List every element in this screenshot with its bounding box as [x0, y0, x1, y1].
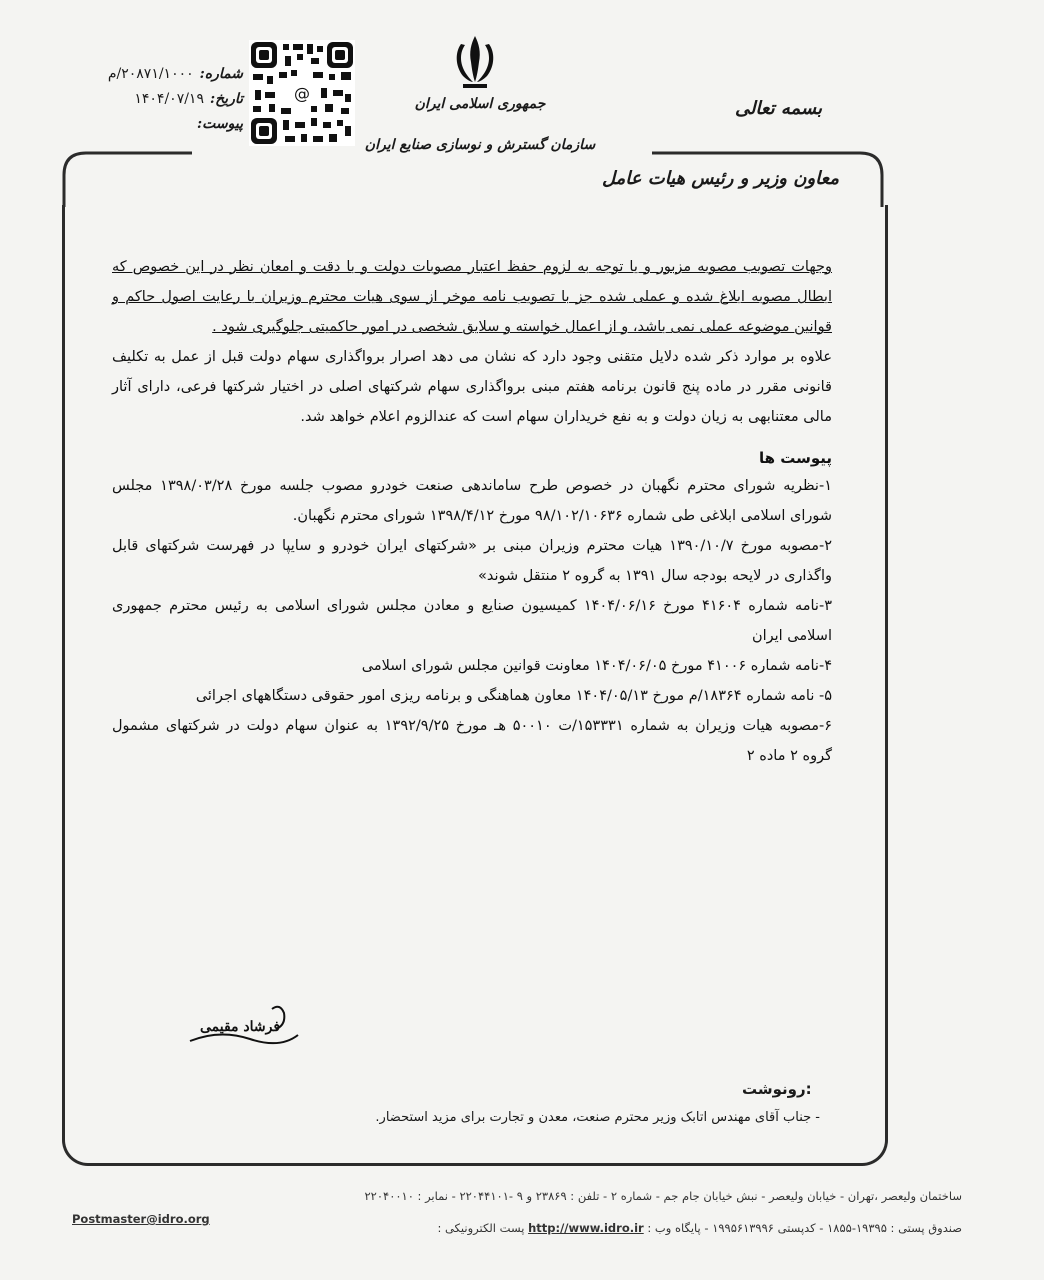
attachment-item: ۶-مصوبه هیات وزیران به شماره ۱۵۳۳۳۱/ت ۵۰۰۱۰ هـ مورخ ۱۳۹۲/۹/۲۵ به عنوان سهام دولت در شرکتهای مشمول گروه ۲ ماده ۲ [112, 717, 832, 764]
body-paragraph-1: وجهات تصویب مصوبه مزبور و یا توجه به لزوم حفظ اعتبار مصوبات دولت و با دقت و امعان نظر در این خصوص که ابطال مصوبه ابلاغ شده و عملی شده جز با تصویب نامه موخر از سوی هیات محترم وزیران با رعایت اصول حاکم و قوانین موضوعه عملی نمی باشد، و از اعمال خواسته و سلایق شخصی در امور حاکمیتی جلوگیری شود . [112, 259, 832, 335]
number-value: ۲۰۸۷۱/۱۰۰۰/م [107, 66, 194, 82]
iran-emblem-icon [447, 32, 503, 90]
frame-top-border [62, 145, 884, 209]
website-link[interactable]: http://www.idro.ir [528, 1221, 644, 1235]
footer-postal: صندوق پستی : ۱۹۳۹۵-۱۸۵۵ - کدپستی ۱۹۹۵۶۱۳۹۹۶ - پایگاه وب : [647, 1221, 962, 1235]
meta-date-row [78, 87, 243, 112]
attachment-item: ۳-نامه شماره ۴۱۶۰۴ مورخ ۱۴۰۴/۰۶/۱۶ کمیسیون صنایع و معادن مجلس شورای اسلامی به رئیس محترم جمهوری اسلامی ایران [112, 597, 833, 644]
qr-code-icon[interactable] [249, 40, 355, 146]
letter-footer [72, 1180, 962, 1244]
cc-title: رونوشت: [742, 1080, 812, 1098]
signature [180, 995, 300, 1055]
recipient-title: معاون وزیر و رئیس هیات عامل [601, 168, 839, 189]
footer-email-label: پست الکترونیکی : [437, 1221, 525, 1235]
email-link[interactable]: Postmaster@idro.org [72, 1212, 210, 1226]
org-country-name: جمهوری اسلامی ایران [414, 96, 546, 112]
org-name: سازمان گسترش و نوسازی صنایع ایران [364, 137, 596, 153]
meta-attachment-row [78, 112, 243, 137]
letter-meta [78, 62, 243, 137]
cc-text: - جناب آقای مهندس اتابک وزیر محترم صنعت، معدن و تجارت برای مزید استحضار. [375, 1110, 820, 1125]
footer-address: ساختمان ولیعصر ،تهران - خیابان ولیعصر - نبش خیابان جام جم - شماره ۲ - تلفن : ۲۳۸۶۹ و ۹ -۲۲۰۴۴۱۰۱ - نمابر : ۲۲۰۴۰۰۱۰ [364, 1189, 962, 1203]
attachment-item: ۱-نظریه شورای محترم نگهبان در خصوص طرح ساماندهی صنعت خودرو مصوب جلسه مورخ ۱۳۹۸/۰۳/۲۸ مجلس شورای اسلامی ابلاغی طی شماره ۹۸/۱۰۲/۱۰۶۳۶ مورخ ۱۳۹۸/۴/۱۲ شورای محترم نگهبان. [112, 477, 832, 524]
number-label: شماره: [199, 66, 243, 82]
body-paragraph-2: علاوه بر موارد ذکر شده دلایل متقنی وجود دارد که نشان می دهد اصرار برواگذاری سهام دولت قبل از عمل به تکلیف قانونی مقرر در ماده پنج قانون برنامه هفتم مبنی برواگذاری سهام شرکتهای اصلی در اختیار شرکتها فرعی، دارای آثار مالی معتنابهی به زیان دولت و به نفع خریداران سهام است که عندالزوم اعلام خواهد شد. [112, 349, 832, 425]
attachments-title: پیوست ها [758, 448, 832, 467]
signature-name: فرشاد مقیمی [199, 1019, 281, 1035]
attachment-item: ۲-مصوبه مورخ ۱۳۹۰/۱۰/۷ هیات محترم وزیران مبنی بر «شرکتهای ایران خودرو و سایپا در فهرست شرکتهای قابل واگذاری در لایحه بودجه سال ۱۳۹۱ به گروه ۲ منتقل شوند» [112, 537, 832, 584]
bismillah-heading: بسمه تعالی [734, 98, 822, 119]
date-value: ۱۴۰۴/۰۷/۱۹ [134, 91, 204, 107]
attachment-item: ۵- نامه شماره ۱۸۳۶۴/م مورخ ۱۴۰۴/۰۵/۱۳ معاون هماهنگی و برنامه ریزی امور حقوقی دستگاههای اجرائی [195, 687, 832, 704]
svg-text:@: @ [294, 84, 310, 103]
attachment-item: ۴-نامه شماره ۴۱۰۰۶ مورخ ۱۴۰۴/۰۶/۰۵ معاونت قوانین مجلس شورای اسلامی [361, 657, 832, 674]
attachment-label: پیوست: [197, 116, 243, 132]
letter-body [112, 252, 832, 771]
meta-number-row [78, 62, 243, 87]
date-label: تاریخ: [209, 91, 243, 107]
